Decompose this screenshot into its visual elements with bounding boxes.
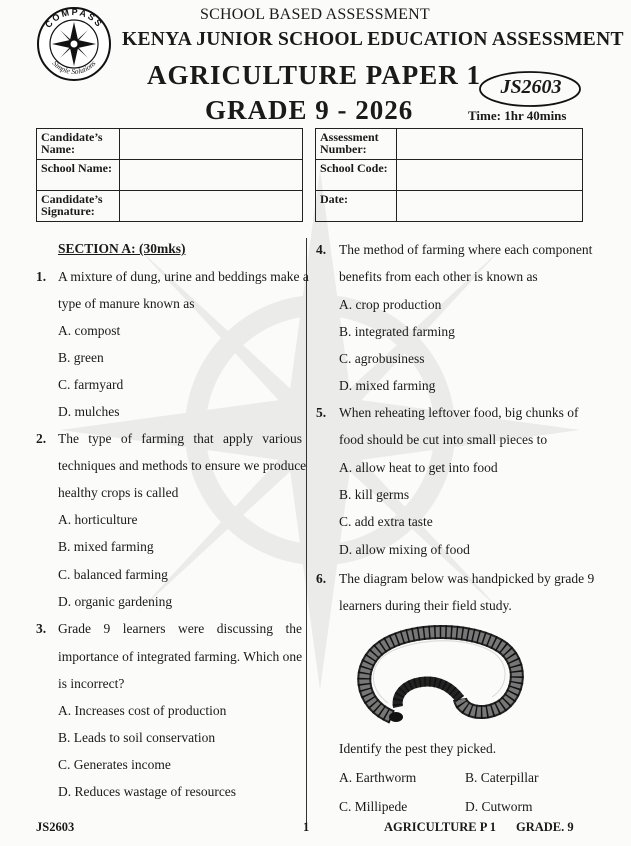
question-text: Identify the pest they picked. [339, 741, 497, 756]
footer-code: JS2603 [36, 820, 75, 834]
question-text: is incorrect? [58, 676, 125, 691]
question-number: 1. [36, 269, 47, 284]
footer-subject: AGRICULTURE P 1 [384, 820, 497, 834]
answer-option[interactable]: D. mulches [58, 404, 120, 419]
logo-text-bottom: Simple Solutions [50, 58, 98, 77]
answer-option[interactable]: A. crop production [339, 297, 442, 312]
page-number: 1 [303, 820, 310, 834]
answer-option[interactable]: A. horticulture [58, 512, 138, 527]
question-text: The type of farming that apply various [58, 431, 302, 446]
header-line-2: KENYA JUNIOR SCHOOL EDUCATION ASSESSMENT [122, 29, 624, 50]
answer-option[interactable]: B. Leads to soil conservation [58, 730, 216, 745]
answer-option[interactable]: B. Caterpillar [465, 770, 539, 785]
question-text: importance of integrated farming. Which one [58, 649, 303, 664]
question-number: 5. [316, 405, 327, 420]
answer-option[interactable]: C. add extra taste [339, 514, 433, 529]
assessment-info-table [315, 128, 583, 222]
question-text: Grade 9 learners were discussing the [58, 621, 302, 636]
assessment-number-field[interactable] [397, 129, 583, 160]
question-text: When reheating leftover food, big chunks of [339, 405, 579, 420]
logo-text-top: COMPASS [42, 6, 106, 30]
answer-option[interactable]: B. integrated farming [339, 324, 455, 339]
answer-option[interactable]: C. agrobusiness [339, 351, 425, 366]
answer-option[interactable]: C. balanced farming [58, 567, 168, 582]
time-allowed: Time: 1hr 40mins [468, 108, 567, 123]
candidate-signature-field[interactable] [120, 191, 303, 222]
header-line-1: SCHOOL BASED ASSESSMENT [200, 6, 430, 23]
section-title: SECTION A: (30mks) [58, 241, 186, 256]
candidate-signature-label: Candidate’s Signature: [37, 191, 120, 222]
candidate-name-field[interactable] [120, 129, 303, 160]
school-code-field[interactable] [397, 160, 583, 191]
question-text: learners during their field study. [339, 598, 512, 613]
answer-option[interactable]: B. mixed farming [58, 539, 154, 554]
question-text: The method of farming where each component [339, 242, 593, 257]
school-name-label: School Name: [37, 160, 120, 191]
answer-option[interactable]: D. organic gardening [58, 594, 173, 609]
answer-option[interactable]: C. farmyard [58, 377, 124, 392]
answer-option[interactable]: D. mixed farming [339, 378, 436, 393]
footer-grade: GRADE. 9 [516, 820, 574, 834]
answer-option[interactable]: B. green [58, 350, 104, 365]
question-text: A mixture of dung, urine and beddings make a [58, 269, 309, 284]
question-text: The diagram below was handpicked by grade 9 [339, 571, 595, 586]
candidate-info-table [36, 128, 303, 222]
answer-option[interactable]: A. allow heat to get into food [339, 460, 498, 475]
question-text: healthy crops is called [58, 485, 179, 500]
compass-logo [36, 6, 112, 82]
candidate-name-label: Candidate’s Name: [37, 129, 120, 160]
question-text: techniques and methods to ensure we produce [58, 458, 307, 473]
answer-option[interactable]: C. Millipede [339, 799, 408, 814]
column-divider [306, 238, 307, 830]
answer-option[interactable]: D. Cutworm [465, 799, 533, 814]
school-code-label: School Code: [316, 160, 397, 191]
date-field[interactable] [397, 191, 583, 222]
question-text: type of manure known as [58, 296, 195, 311]
question-number: 3. [36, 621, 47, 636]
question-text: benefits from each other is known as [339, 269, 538, 284]
paper-code: JS2603 [500, 76, 562, 98]
millipede-diagram [352, 625, 524, 727]
date-label: Date: [316, 191, 397, 222]
answer-option[interactable]: C. Generates income [58, 757, 171, 772]
answer-option[interactable]: A. compost [58, 323, 121, 338]
answer-option[interactable]: B. kill germs [339, 487, 410, 502]
paper-title: AGRICULTURE PAPER 1 [147, 60, 482, 90]
grade-title: GRADE 9 - 2026 [205, 95, 414, 125]
answer-option[interactable]: A. Earthworm [339, 770, 417, 785]
question-text: food should be cut into small pieces to [339, 432, 548, 447]
answer-option[interactable]: D. Reduces wastage of resources [58, 784, 237, 799]
question-number: 6. [316, 571, 327, 586]
question-number: 2. [36, 431, 47, 446]
answer-option[interactable]: A. Increases cost of production [58, 703, 227, 718]
school-name-field[interactable] [120, 160, 303, 191]
question-number: 4. [316, 242, 327, 257]
assessment-number-label: Assessment Number: [316, 129, 397, 160]
answer-option[interactable]: D. allow mixing of food [339, 542, 470, 557]
